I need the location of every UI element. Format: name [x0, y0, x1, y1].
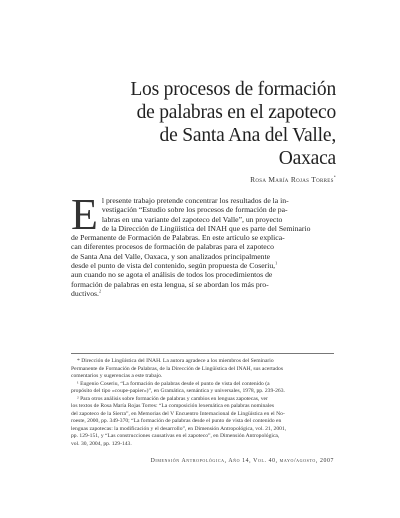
body-line: desde el punto de vista del contenido, según propuesta de Coseriu,: [71, 261, 276, 271]
footnote-line: Permanente de Formación de Palabras, de la Dirección de Lingüística del INAH, sus acertados: [71, 365, 284, 372]
title-line: de Santa Ana del Valle,: [159, 125, 336, 146]
body-line: ductivos.: [71, 288, 99, 298]
drop-cap: E: [71, 190, 98, 239]
body-line: de Permanente de Formación de Palabras. En este artículo se explica-: [71, 233, 285, 243]
footnote-line: * Dirección de Lingüística del INAH. La autora agradece a los miembros del Seminario: [77, 358, 274, 364]
title-line: Los procesos de formación: [130, 79, 336, 100]
footnote-line: comentarios y sugerencias a este trabajo.: [71, 373, 163, 379]
footnote-line: lenguas zapotecas: la modificación y el desarrollo”, en Dimensión Antropológica, vol. 21, 2001,: [71, 425, 287, 432]
article-body: [71, 190, 334, 298]
author-byline: [140, 175, 336, 184]
footnote-line: vol. 30, 2004, pp. 129-143.: [71, 440, 132, 447]
body-line: de Santa Ana del Valle, Oaxaca, y son analizados principalmente: [71, 251, 271, 261]
body-line: l presente trabajo pretende concentrar los resultados de la in-: [101, 196, 289, 205]
footnote-line: los textos de Rosa María Rojas Torres: “La composición lexemática en palabras nominales: [71, 403, 274, 409]
body-line: aun cuando no se agota el análisis de todos los procedimientos de: [71, 270, 273, 280]
body-line-with-note: [71, 289, 334, 298]
author-note-mark: *: [333, 174, 336, 180]
footnote-ref[interactable]: 2: [98, 288, 101, 294]
title-line: de palabras en el zapoteco: [136, 102, 336, 123]
body-line: labras en una variante del zapoteco del Valle”, un proyecto: [101, 214, 283, 224]
body-line: formación de palabras en esta lengua, sí se abordan los más pro-: [71, 279, 269, 289]
footnote-line: del zapoteco de la Sierra”, en Memorias del V Encuentro Internacional de Lingüística en el No-: [71, 410, 285, 417]
article-title: [100, 78, 336, 170]
body-line-with-note: [71, 261, 334, 270]
footnote-line: ¹ Eugenio Coseriu, “La formación de palabras desde el punto de vista del contenido (a: [77, 380, 270, 387]
journal-footer: Dimensión Antropológica, Año 14, Vol. 40, mayo/agosto, 2007: [150, 458, 334, 464]
body-line: vestigación “Estudio sobre los procesos de formación de pa-: [101, 205, 288, 215]
body-line: can diferentes procesos de formación de palabras para el zapoteco: [71, 242, 274, 252]
footnote-ref[interactable]: 1: [275, 260, 278, 266]
footnote-line: propósito del tipo «coupe-papier»)”, en Gramática, semántica y universales, 1978, pp. 239-263.: [71, 388, 285, 394]
footnote-line: pp. 129-151, y “Las construcciones causativas en el zapoteco”, en Dimensión Antropológica,: [71, 433, 280, 439]
footnote-line: ² Para otros análisis sobre formación de palabras y cambios en lenguas zapotecas, ver: [77, 395, 268, 402]
footnote-line: roeste, 2000, pp. 349-370; “La formación de palabras desde el punto de vista del contenido en: [71, 418, 282, 424]
title-line: Oaxaca: [278, 148, 336, 169]
footnote-divider: [71, 353, 334, 354]
body-line: de la Dirección de Lingüística del INAH que es parte del Seminario: [101, 223, 311, 233]
author-name: Rosa María Rojas Torres: [250, 175, 334, 184]
footnotes: [71, 358, 334, 448]
